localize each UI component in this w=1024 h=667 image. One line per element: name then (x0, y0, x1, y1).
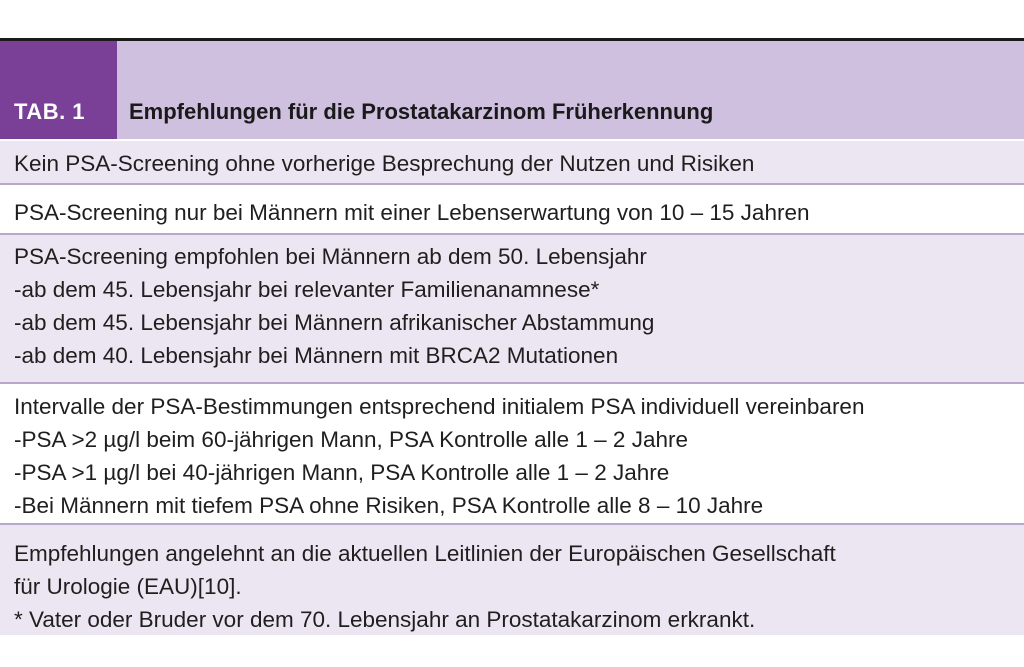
footnote-text: für Urologie (EAU)[10]. (14, 574, 242, 599)
row-text: -ab dem 45. Lebensjahr bei Männern afrikanischer Abstammung (14, 310, 655, 335)
row-text: -PSA >2 µg/l beim 60-jährigen Mann, PSA Kontrolle alle 1 – 2 Jahre (14, 427, 688, 452)
recommendations-table (0, 38, 1024, 635)
footnote-text: Empfehlungen angelehnt an die aktuellen Leitlinien der Europäischen Gesellschaft (14, 541, 836, 566)
table-row (0, 185, 1024, 235)
table-number-label: TAB. 1 (0, 41, 117, 139)
table-row (0, 141, 1024, 185)
row-text: -PSA >1 µg/l bei 40-jährigen Mann, PSA Kontrolle alle 1 – 2 Jahre (14, 460, 670, 485)
row-text: PSA-Screening nur bei Männern mit einer Lebenserwartung von 10 – 15 Jahren (14, 200, 810, 225)
table-row (0, 235, 1024, 384)
table-title: Empfehlungen für die Prostatakarzinom Früherkennung (117, 41, 1024, 139)
row-text: PSA-Screening empfohlen bei Männern ab dem 50. Lebensjahr (14, 244, 647, 269)
row-text: -Bei Männern mit tiefem PSA ohne Risiken, PSA Kontrolle alle 8 – 10 Jahre (14, 493, 764, 518)
row-text: -ab dem 40. Lebensjahr bei Männern mit BRCA2 Mutationen (14, 343, 619, 368)
row-text: -ab dem 45. Lebensjahr bei relevanter Familienanamnese* (14, 277, 600, 302)
table-footnote (0, 525, 1024, 635)
footnote-text: * Vater oder Bruder vor dem 70. Lebensjahr an Prostatakarzinom erkrankt. (14, 607, 756, 632)
table-header (0, 41, 1024, 141)
row-text: Kein PSA-Screening ohne vorherige Besprechung der Nutzen und Risiken (14, 151, 755, 176)
row-text: Intervalle der PSA-Bestimmungen entsprechend initialem PSA individuell vereinbaren (14, 394, 865, 419)
table-row (0, 384, 1024, 525)
